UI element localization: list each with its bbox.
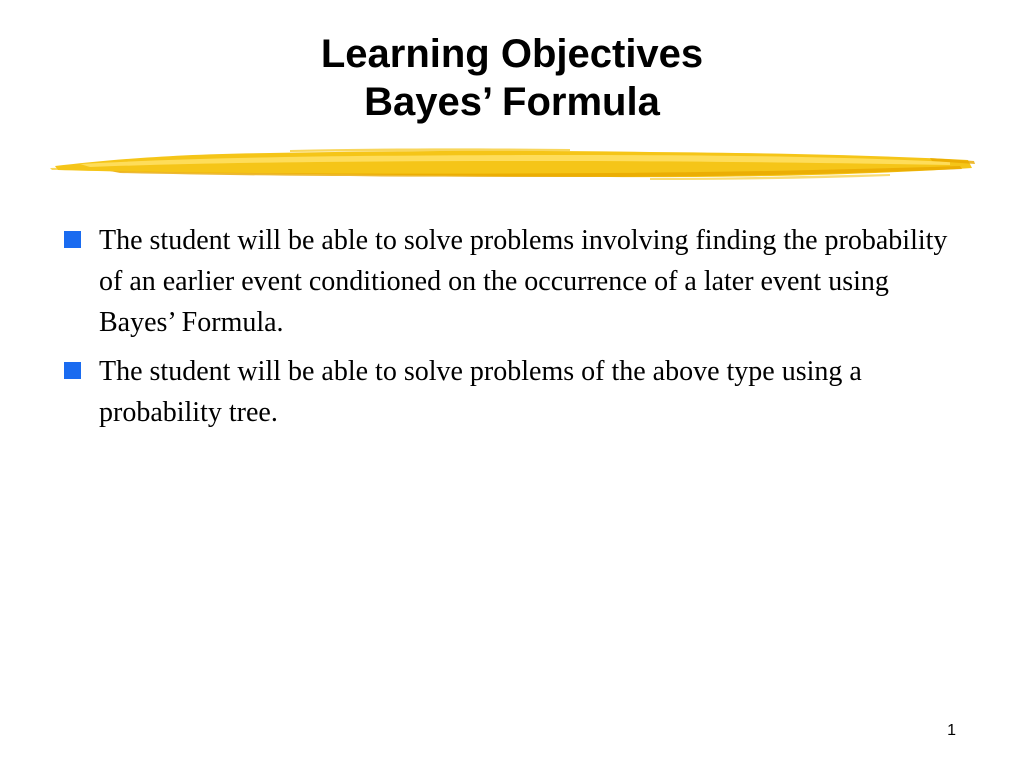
slide-title <box>0 30 1024 126</box>
square-bullet-icon <box>64 362 81 379</box>
slide-title-line-2: Bayes’ Formula <box>364 80 660 124</box>
page-number: 1 <box>947 722 956 739</box>
bullet-item <box>62 220 962 343</box>
bullet-text: The student will be able to solve problems involving finding the probability of an earlier event conditioned on the occurrence of a later event using Bayes’ Formula. <box>99 225 948 338</box>
bullet-item <box>62 351 962 433</box>
square-bullet-icon <box>64 231 81 248</box>
yellow-brush-stroke-divider <box>50 140 975 188</box>
bullet-text: The student will be able to solve problems of the above type using a probability tree. <box>99 356 862 428</box>
bullet-list <box>62 220 962 441</box>
slide-title-line-1: Learning Objectives <box>320 32 704 76</box>
